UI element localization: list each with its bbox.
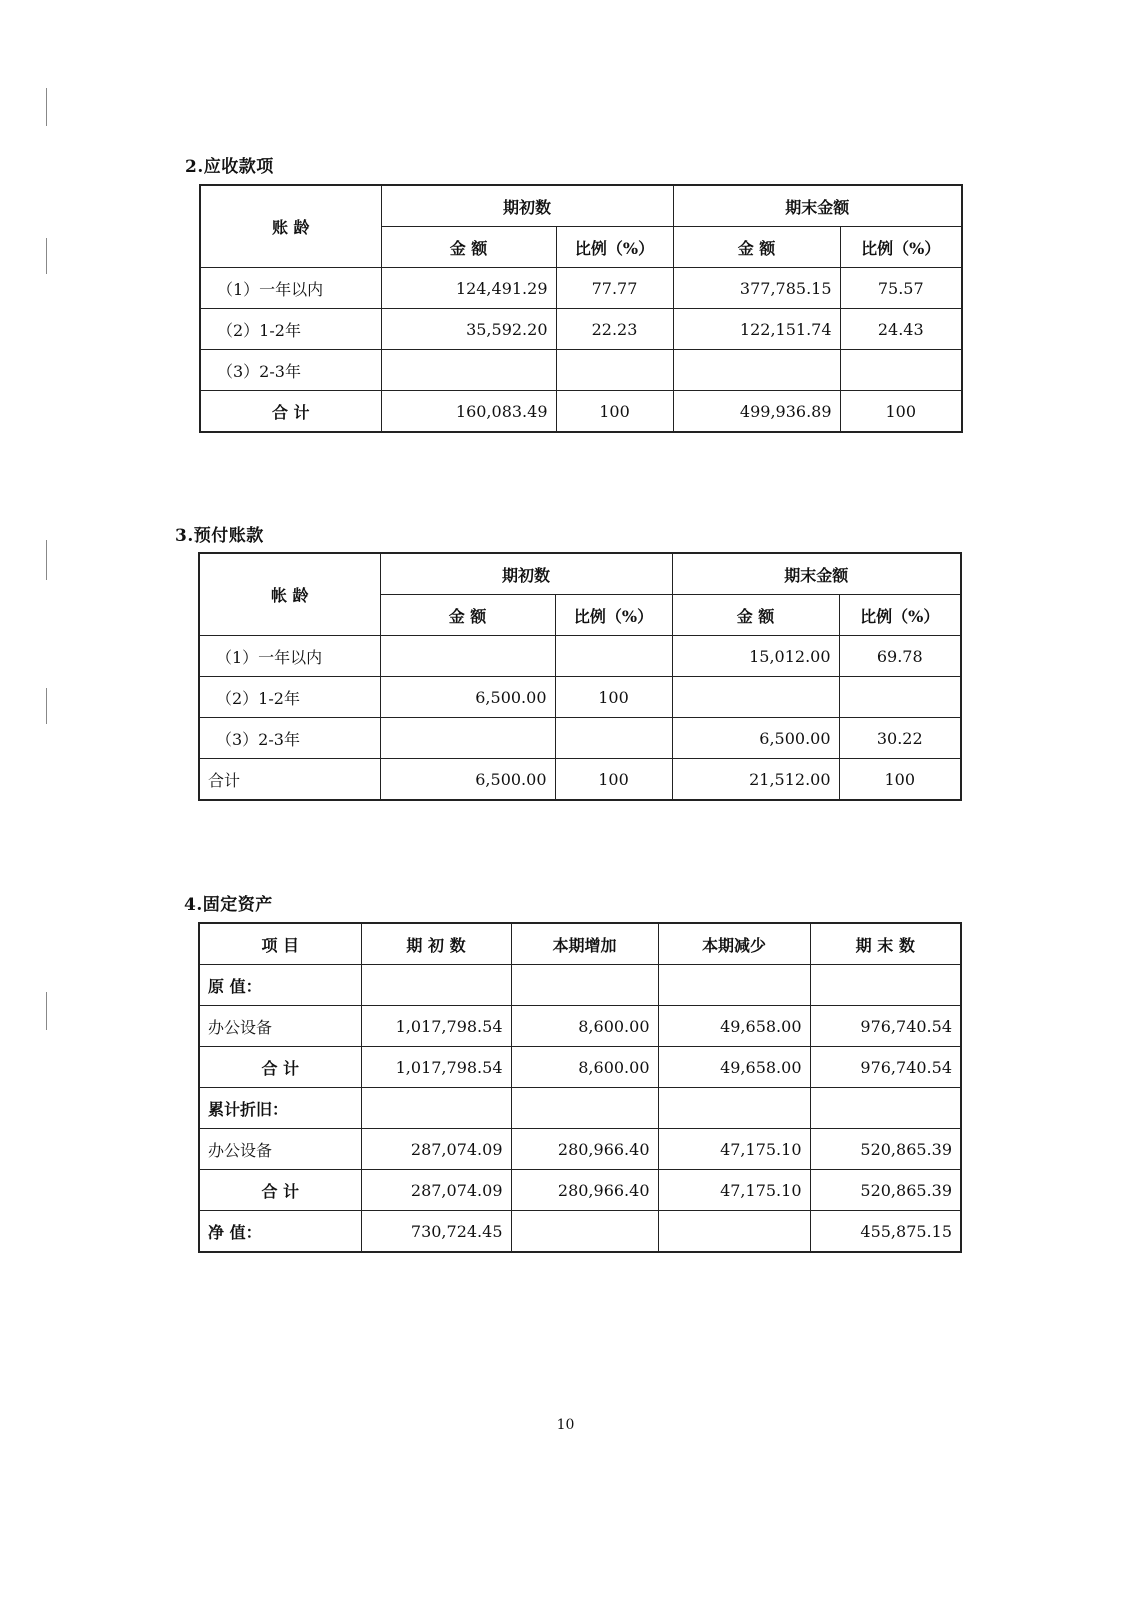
increase-value <box>511 1088 658 1129</box>
increase-value: 280,966.40 <box>511 1170 658 1211</box>
begin-amount: 6,500.00 <box>380 677 555 718</box>
row-label: （2）1-2年 <box>200 309 381 350</box>
ratio-header: 比例（%） <box>556 227 673 268</box>
decrease-value: 47,175.10 <box>658 1170 810 1211</box>
section-title-fixed-assets: 4.固定资产 <box>184 895 273 915</box>
increase-value: 280,966.40 <box>511 1129 658 1170</box>
end-ratio: 100 <box>840 391 962 433</box>
margin-mark <box>46 992 47 1030</box>
end-value: 976,740.54 <box>810 1006 961 1047</box>
begin-amount: 160,083.49 <box>381 391 556 433</box>
header-end: 期 末 数 <box>810 923 961 965</box>
section-title-receivables: 2.应收款项 <box>185 157 274 177</box>
begin-value: 287,074.09 <box>361 1170 511 1211</box>
begin-amount: 35,592.20 <box>381 309 556 350</box>
margin-mark <box>46 88 47 126</box>
begin-header: 期初数 <box>380 553 672 595</box>
begin-value: 1,017,798.54 <box>361 1047 511 1088</box>
begin-ratio <box>555 636 672 677</box>
row-label: （1）一年以内 <box>200 268 381 309</box>
fixed-assets-table <box>198 922 962 1253</box>
end-value: 520,865.39 <box>810 1170 961 1211</box>
table-row <box>199 1088 961 1129</box>
end-header: 期末金额 <box>673 185 962 227</box>
decrease-value: 49,658.00 <box>658 1047 810 1088</box>
end-ratio: 75.57 <box>840 268 962 309</box>
table-row <box>199 677 961 718</box>
ratio-header: 比例（%） <box>555 595 672 636</box>
increase-value <box>511 965 658 1006</box>
begin-amount <box>380 636 555 677</box>
age-header: 帐 龄 <box>199 553 380 636</box>
begin-ratio <box>556 350 673 391</box>
begin-amount <box>380 718 555 759</box>
margin-mark <box>46 238 47 274</box>
end-ratio <box>839 677 961 718</box>
end-value <box>810 965 961 1006</box>
amount-header: 金 额 <box>673 227 840 268</box>
end-amount: 499,936.89 <box>673 391 840 433</box>
begin-value: 1,017,798.54 <box>361 1006 511 1047</box>
row-label: 原 值： <box>199 965 361 1006</box>
row-label: （1）一年以内 <box>199 636 380 677</box>
amount-header: 金 额 <box>380 595 555 636</box>
end-ratio: 30.22 <box>839 718 961 759</box>
decrease-value <box>658 1211 810 1253</box>
total-row <box>200 391 962 433</box>
row-label: （2）1-2年 <box>199 677 380 718</box>
row-label: （3）2-3年 <box>200 350 381 391</box>
row-label: 累计折旧： <box>199 1088 361 1129</box>
begin-ratio <box>555 718 672 759</box>
begin-ratio: 22.23 <box>556 309 673 350</box>
row-label: 净 值： <box>199 1211 361 1253</box>
ratio-header: 比例（%） <box>840 227 962 268</box>
amount-header: 金 额 <box>672 595 839 636</box>
begin-value <box>361 1088 511 1129</box>
end-ratio <box>840 350 962 391</box>
row-label: （3）2-3年 <box>199 718 380 759</box>
section-title-prepayments: 3.预付账款 <box>175 526 264 546</box>
total-label: 合 计 <box>200 391 381 433</box>
amount-header: 金 额 <box>381 227 556 268</box>
table-row <box>199 718 961 759</box>
table-row <box>199 1047 961 1088</box>
begin-ratio: 100 <box>555 759 672 801</box>
row-label: 办公设备 <box>199 1006 361 1047</box>
table-row <box>199 965 961 1006</box>
page-number: 10 <box>556 1417 575 1433</box>
header-item: 项 目 <box>199 923 361 965</box>
row-label: 办公设备 <box>199 1129 361 1170</box>
end-amount <box>672 677 839 718</box>
table-row <box>200 309 962 350</box>
end-header: 期末金额 <box>672 553 961 595</box>
table-row <box>199 636 961 677</box>
row-label: 合 计 <box>199 1047 361 1088</box>
header-decrease: 本期减少 <box>658 923 810 965</box>
total-row <box>199 759 961 801</box>
begin-ratio: 100 <box>555 677 672 718</box>
increase-value: 8,600.00 <box>511 1047 658 1088</box>
table-row <box>200 350 962 391</box>
end-value <box>810 1088 961 1129</box>
end-ratio: 100 <box>839 759 961 801</box>
begin-amount: 124,491.29 <box>381 268 556 309</box>
table-row <box>200 268 962 309</box>
prepayments-table <box>198 552 962 801</box>
increase-value: 8,600.00 <box>511 1006 658 1047</box>
end-value: 976,740.54 <box>810 1047 961 1088</box>
begin-value: 287,074.09 <box>361 1129 511 1170</box>
header-increase: 本期增加 <box>511 923 658 965</box>
end-amount: 21,512.00 <box>672 759 839 801</box>
begin-amount: 6,500.00 <box>380 759 555 801</box>
begin-ratio: 100 <box>556 391 673 433</box>
end-amount <box>673 350 840 391</box>
begin-amount <box>381 350 556 391</box>
end-value: 455,875.15 <box>810 1211 961 1253</box>
begin-header: 期初数 <box>381 185 673 227</box>
margin-mark <box>46 540 47 580</box>
age-header: 账 龄 <box>200 185 381 268</box>
total-label: 合计 <box>199 759 380 801</box>
end-amount: 122,151.74 <box>673 309 840 350</box>
end-ratio: 24.43 <box>840 309 962 350</box>
end-amount: 15,012.00 <box>672 636 839 677</box>
end-ratio: 69.78 <box>839 636 961 677</box>
table-row <box>199 1170 961 1211</box>
row-label: 合 计 <box>199 1170 361 1211</box>
header-begin: 期 初 数 <box>361 923 511 965</box>
margin-mark <box>46 688 47 724</box>
begin-value: 730,724.45 <box>361 1211 511 1253</box>
decrease-value <box>658 965 810 1006</box>
begin-value <box>361 965 511 1006</box>
table-row <box>199 1006 961 1047</box>
ratio-header: 比例（%） <box>839 595 961 636</box>
end-amount: 377,785.15 <box>673 268 840 309</box>
increase-value <box>511 1211 658 1253</box>
table-row <box>199 1129 961 1170</box>
table-row <box>199 1211 961 1253</box>
decrease-value <box>658 1088 810 1129</box>
decrease-value: 47,175.10 <box>658 1129 810 1170</box>
receivables-table <box>199 184 963 433</box>
decrease-value: 49,658.00 <box>658 1006 810 1047</box>
end-value: 520,865.39 <box>810 1129 961 1170</box>
end-amount: 6,500.00 <box>672 718 839 759</box>
begin-ratio: 77.77 <box>556 268 673 309</box>
